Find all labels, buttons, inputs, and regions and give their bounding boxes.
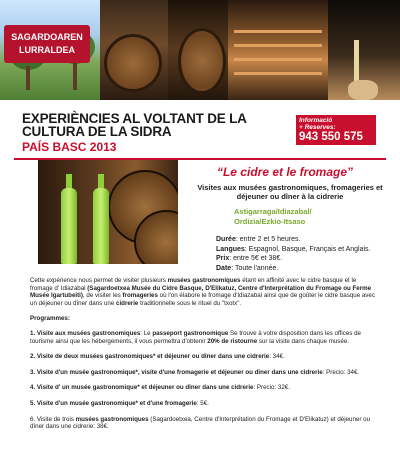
programme-2: 2. Visite de deux musées gastronomiques* et déjeuner ou dîner dans une cidrerie: 34€.	[30, 353, 285, 361]
phone-number[interactable]: 943 550 575	[299, 131, 363, 143]
page-title: EXPERIÈNCIES AL VOLTANT DE LA CULTURA DE LA SIDRA	[22, 111, 247, 139]
cellar-photo	[168, 0, 228, 100]
info-label	[296, 115, 376, 131]
detail-duration: Durée: entre 2 et 5 heures.	[216, 236, 301, 243]
barrels-photo	[100, 0, 168, 100]
page-header	[22, 112, 292, 154]
programme-6: 6. Visite de trois musées gastronomiques (Sagardoetxea, Centre d'Interprétation du Fromage et D'Elikatuz) et déjeuner ou dîner dans une cidrerie: 38€.	[30, 415, 371, 431]
description-body	[30, 277, 376, 439]
page-subtitle: PAÍS BASC 2013	[22, 140, 117, 154]
offer-places	[234, 207, 390, 227]
offer-details	[216, 235, 390, 273]
logo-line-2: LURRALDEA	[19, 45, 75, 55]
grill-photo	[228, 0, 328, 100]
programme-1: 1. Visite aux musées gastronomiques: Le passeport gastronomique Se trouve à votre disposition dans les offices de tourisme ainsi que les hébergements, il vous permettra d'obtenir 20% de ristourne sur la visite dans chaque musée.	[30, 329, 361, 345]
detail-languages: Langues: Espagnol, Basque, Français et Anglais.	[216, 245, 371, 253]
programme-4: 4. Visite d' un musée gastronomique* et déjeuner ou dîner dans une cidrerie: Precio: 32€.	[30, 384, 290, 392]
sagardoaren-lurraldea-logo	[4, 25, 90, 63]
info-box	[296, 115, 376, 145]
intro-paragraph: Cette expérience nous permet de visiter plusieurs musées gastronomiques étant en affinité avec le cidre basque et le fromage d' Idiazabal (Sagardoetxea Musée du Cidre Basque, D'Elikatuz, Centre d'Interprétation du Fromage ou Ferme Musée Igartubeiti), de visiter les fromageries où l'on élabore le fromage d'Idiazabal ainsi que de goûter le cidre basque avec un déjeuner ou dîner dans une cidrerie traditionnelle sous le rituel du "txotx".	[30, 277, 375, 307]
programme-3: 3. Visite d'un musée gastronomique*, visite d'une fromagerie et déjeuner ou dîner dans une cidrerie: Precio: 34€.	[30, 368, 360, 376]
offer-summary	[190, 165, 390, 273]
programmes-heading: Programmes:	[30, 315, 70, 323]
place-line-1: Astigarraga/Idiazabal/	[234, 207, 312, 216]
info-label-1: Informació	[299, 117, 333, 124]
detail-price: Prix: entre 5€ et 38€.	[216, 255, 283, 262]
programme-5: 5. Visite d'un musée gastronomique* et d'une fromagerie: 5€.	[30, 399, 209, 407]
info-label-2: + Reserves:	[299, 124, 336, 131]
place-line-2: Ordizia/Ezkio-Itsaso	[234, 217, 306, 226]
offer-title: “Le cidre et le fromage”	[216, 165, 354, 179]
pouring-photo	[328, 0, 400, 100]
detail-date: Date: Toute l'année.	[216, 264, 279, 272]
offer-subtitle: Visites aux musées gastronomiques, fromageries et déjeuner ou dîner à la cidrerie	[197, 183, 383, 201]
logo-line-1: SAGARDOAREN	[11, 32, 83, 42]
cider-bottles-photo	[38, 160, 178, 264]
